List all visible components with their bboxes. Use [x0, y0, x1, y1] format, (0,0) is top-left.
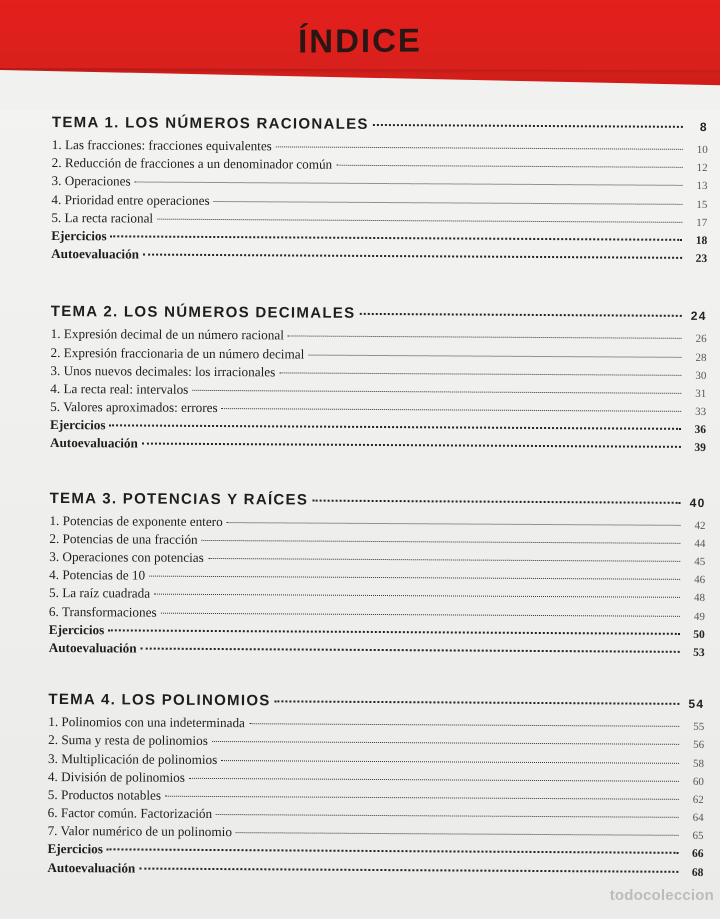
toc-item-label: 3. Multiplicación de polinomios: [47, 750, 218, 767]
section-heading-label: TEMA 2. LOS NÚMEROS DECIMALES: [50, 303, 356, 323]
toc-item-page: 33: [695, 405, 707, 419]
toc-item-label: 2. Potencias de una fracción: [49, 530, 198, 547]
section-spacer: [48, 657, 704, 691]
section-spacer: [51, 263, 707, 303]
dot-leader: [108, 629, 680, 634]
toc-section-3: [49, 486, 706, 662]
toc-item-page: 64: [692, 811, 704, 825]
toc-item-label: 4. Prioridad entre operaciones: [51, 191, 210, 208]
dot-leader: [111, 235, 683, 240]
dot-leader: [249, 723, 679, 727]
autoevaluacion-label: Autoevaluación: [51, 246, 140, 262]
section-heading-label: TEMA 1. LOS NÚMEROS RACIONALES: [51, 113, 369, 133]
dot-leader: [154, 594, 680, 598]
autoevaluacion-label: Autoevaluación: [48, 639, 137, 656]
dot-leader: [279, 372, 681, 375]
dot-leader: [275, 700, 680, 704]
toc-section-4: [47, 687, 704, 881]
toc-item-label: 2. Expresión fraccionaria de un número decimal: [50, 344, 305, 362]
toc-item-label: 2. Suma y resta de polinomios: [48, 732, 208, 749]
dot-leader: [107, 849, 679, 854]
dot-leader: [359, 313, 681, 317]
dot-leader: [216, 814, 679, 818]
toc-item-label: 4. Potencias de 10: [49, 567, 146, 583]
toc-item-label: 1. Potencias de exponente entero: [49, 512, 223, 529]
ejercicios-page: 50: [693, 628, 705, 641]
autoevaluacion-page: 39: [694, 442, 706, 455]
dot-leader: [157, 218, 682, 222]
dot-leader: [165, 796, 679, 800]
dot-leader: [236, 832, 679, 836]
toc-item-label: 5. Productos notables: [47, 786, 162, 803]
dot-leader: [221, 760, 679, 764]
dot-leader: [142, 443, 681, 448]
ejercicios-label: Ejercicios: [50, 417, 106, 433]
autoevaluacion-page: 53: [693, 646, 705, 659]
dot-leader: [192, 390, 681, 394]
toc-item-page: 62: [692, 793, 704, 806]
toc-item-label: 5. La raíz cuadrada: [49, 585, 151, 601]
section-heading: [50, 486, 706, 516]
toc-item-page: 28: [695, 351, 707, 364]
toc-autoevaluacion: [47, 859, 703, 881]
toc-item-label: 4. División de polinomios: [47, 768, 185, 785]
toc-item-label: 2. Reducción de fracciones a un denominador común: [51, 155, 333, 172]
section-heading-label: TEMA 3. POTENCIAS Y RAÍCES: [49, 489, 309, 509]
dot-leader: [143, 254, 682, 259]
ejercicios-page: 66: [691, 848, 704, 861]
section-heading-label: TEMA 4. LOS POLINOMIOS: [48, 691, 271, 710]
dot-leader: [109, 425, 681, 430]
section-heading: [48, 687, 704, 717]
ejercicios-page: 18: [695, 234, 708, 247]
toc-item-page: 65: [692, 830, 704, 843]
toc-item-label: 4. La recta real: intervalos: [50, 380, 189, 397]
autoevaluacion-label: Autoevaluación: [47, 859, 136, 876]
dot-leader: [222, 408, 682, 412]
toc-item-page: 30: [695, 369, 707, 382]
toc-item-label: 5. Valores aproximados: errores: [50, 399, 218, 416]
toc-item-label: 1. Expresión decimal de un número racional: [50, 326, 284, 343]
toc-item-page: 44: [694, 537, 706, 550]
section-heading-page: 54: [688, 697, 705, 712]
toc-section-2: [50, 299, 707, 456]
toc-item-page: 31: [695, 387, 707, 400]
dot-leader: [336, 165, 682, 168]
section-heading: [52, 110, 708, 140]
dot-leader: [202, 540, 681, 544]
dot-leader: [373, 124, 683, 128]
ejercicios-label: Ejercicios: [51, 227, 107, 244]
dot-leader: [227, 522, 681, 526]
toc-item-label: 6. Factor común. Factorización: [47, 805, 213, 822]
dot-leader: [139, 867, 678, 872]
section-spacer: [50, 453, 706, 490]
toc-item-page: 10: [696, 143, 708, 157]
autoevaluacion-page: 23: [695, 253, 708, 266]
toc-item-label: 3. Operaciones con potencias: [49, 548, 204, 565]
toc-item-label: 7. Valor numérico de un polinomio: [47, 823, 232, 840]
toc-item-label: 1. Polinomios con una indeterminada: [48, 714, 245, 731]
table-of-contents: [47, 110, 708, 881]
toc-item-page: 26: [695, 333, 707, 346]
dot-leader: [212, 741, 679, 745]
toc-item-label: 3. Unos nuevos decimales: los irracionales: [50, 362, 276, 380]
toc-section-1: [51, 110, 708, 267]
dot-leader: [161, 612, 680, 616]
toc-item-page: 15: [696, 198, 708, 211]
section-heading-page: 24: [690, 309, 707, 324]
toc-item-label: 1. Las fracciones: fracciones equivalentes: [51, 136, 272, 154]
toc-item-page: 17: [696, 216, 708, 229]
section-heading-page: 8: [699, 119, 708, 135]
toc-item-page: 60: [692, 775, 704, 788]
autoevaluacion-label: Autoevaluación: [49, 435, 138, 451]
toc-item-page: 45: [694, 555, 706, 568]
dot-leader: [189, 778, 679, 782]
toc-item-page: 13: [696, 180, 708, 193]
dot-leader: [208, 558, 680, 562]
watermark-text: todocoleccion: [609, 887, 714, 904]
dot-leader: [135, 182, 683, 186]
ejercicios-label: Ejercicios: [47, 841, 103, 857]
dot-leader: [288, 336, 682, 339]
ejercicios-label: Ejercicios: [48, 621, 105, 638]
toc-item-page: 46: [694, 574, 706, 587]
dot-leader: [312, 499, 680, 503]
dot-leader: [214, 201, 683, 205]
toc-item-page: 48: [693, 592, 706, 605]
toc-item-page: 12: [696, 162, 708, 175]
toc-item-page: 56: [693, 739, 705, 752]
toc-item-page: 42: [694, 519, 706, 532]
toc-item-page: 58: [692, 757, 705, 770]
toc-item-page: 55: [693, 721, 705, 734]
page-title: ÍNDICE: [298, 21, 422, 60]
section-heading-page: 40: [689, 495, 706, 510]
toc-item-label: 3. Operaciones: [51, 173, 131, 189]
dot-leader: [276, 146, 683, 149]
section-heading: [51, 299, 707, 329]
toc-item-label: 6. Transformaciones: [48, 603, 157, 620]
dot-leader: [141, 647, 680, 652]
ejercicios-page: 36: [694, 424, 707, 437]
toc-item-page: 49: [693, 610, 705, 623]
autoevaluacion-page: 68: [691, 866, 704, 879]
dot-leader: [308, 354, 681, 357]
toc-item-label: 5. La recta racional: [51, 209, 154, 226]
dot-leader: [149, 576, 680, 580]
